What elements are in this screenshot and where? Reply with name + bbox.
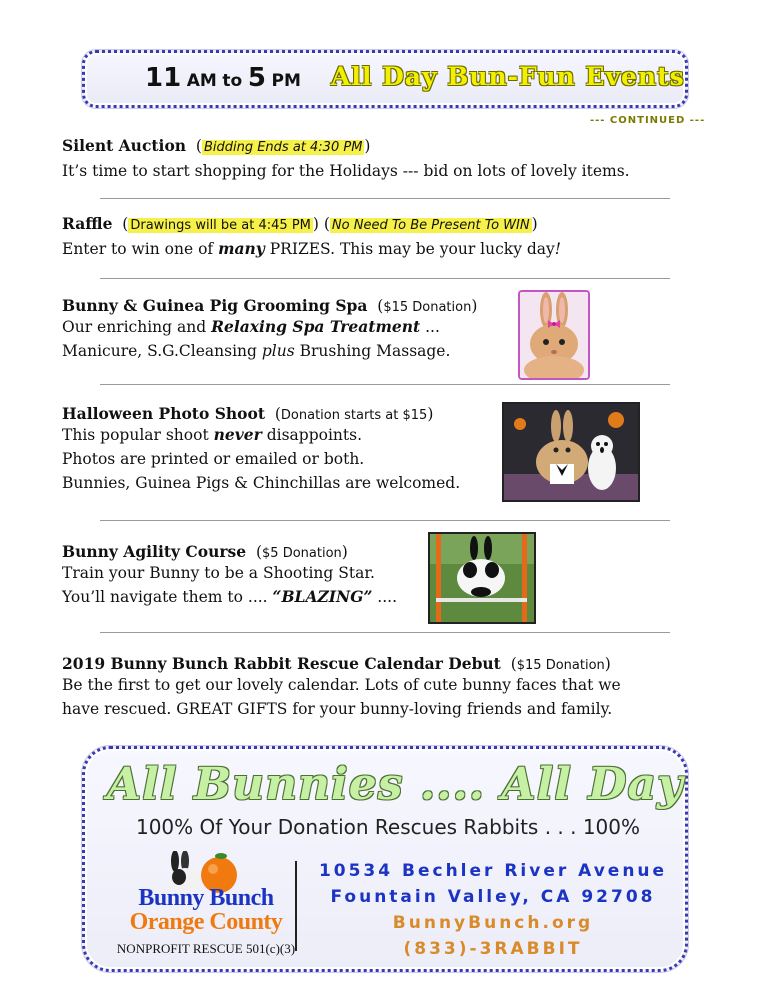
event-note: $15 Donation bbox=[516, 658, 605, 673]
event-description: Train your Bunny to be a Shooting Star. bbox=[62, 564, 375, 582]
logo-name: Bunny Bunch bbox=[138, 885, 274, 911]
footer-tagline: 100% Of Your Donation Rescues Rabbits . . . 100% bbox=[135, 815, 641, 839]
start-unit: AM bbox=[186, 71, 217, 91]
footer-banner bbox=[82, 746, 688, 972]
event-description: have rescued. GREAT GIFTS for your bunny-loving friends and family. bbox=[62, 700, 613, 718]
event-description: This popular shoot never disappoints. bbox=[62, 425, 363, 444]
divider bbox=[100, 520, 670, 521]
event-halloween-photo: Halloween Photo Shoot (Donation starts at $15) This popular shoot never disappoints. Photos are printed or emailed or both. Bunnies, Guinea Pigs & Chinchillas are welcomed. bbox=[62, 404, 682, 495]
event-silent-auction: Silent Auction ( Bidding Ends at 4:30 PM ) It’s time to start shopping for the Holidays --- bid on lots of lovely items. bbox=[62, 136, 682, 183]
end-hour: 5 bbox=[247, 63, 266, 93]
header-banner bbox=[82, 50, 688, 108]
event-title: Halloween Photo Shoot bbox=[62, 404, 265, 423]
continued-label: --- CONTINUED --- bbox=[590, 115, 706, 126]
event-note: Bidding Ends at 4:30 PM bbox=[203, 140, 363, 155]
event-title: Silent Auction bbox=[62, 136, 187, 155]
divider bbox=[100, 278, 670, 279]
footer-slogan: All Bunnies .... All Day bbox=[107, 759, 684, 810]
phone-number[interactable]: (833)-3RABBIT bbox=[403, 939, 583, 959]
event-grooming-spa: Bunny & Guinea Pig Grooming Spa ($15 Donation) Our enriching and Relaxing Spa Treatment ... Manicure, S.G.Cleansing plus Brushing Massage. bbox=[62, 296, 682, 363]
event-agility-course: Bunny Agility Course ($5 Donation) Train your Bunny to be a Shooting Star. You’ll navigate them to .... “BLAZING” .... bbox=[62, 542, 682, 609]
header-title: All Day Bun-Fun Events bbox=[331, 62, 685, 91]
event-description: It’s time to start shopping for the Holidays --- bid on lots of lovely items. bbox=[62, 162, 630, 180]
event-description: Enter to win one of many PRIZES. This may be your lucky day! bbox=[62, 239, 562, 258]
event-hours bbox=[145, 63, 301, 93]
nonprofit-tag: NONPROFIT RESCUE 501(c)(3) bbox=[116, 941, 296, 956]
event-title: Raffle bbox=[62, 214, 113, 233]
event-description: Manicure, S.G.Cleansing plus Brushing Massage. bbox=[62, 342, 451, 360]
event-note: Drawings will be at 4:45 PM bbox=[130, 218, 311, 233]
street-address: 10534 Bechler River Avenue bbox=[318, 861, 668, 881]
event-description: Bunnies, Guinea Pigs & Chinchillas are welcomed. bbox=[62, 474, 461, 492]
divider bbox=[100, 632, 670, 633]
event-calendar-debut: 2019 Bunny Bunch Rabbit Rescue Calendar Debut ($15 Donation) Be the first to get our lovely calendar. Lots of cute bunny faces that we have rescued. GREAT GIFTS for your bunny-loving friends and family. bbox=[62, 654, 682, 721]
event-raffle: Raffle ( Drawings will be at 4:45 PM ) ( No Need To Be Present To WIN ) Enter to win one of many PRIZES. This may be your lucky day! bbox=[62, 214, 682, 261]
bunny-bow-photo bbox=[518, 290, 590, 380]
event-note: $5 Donation bbox=[262, 546, 342, 561]
start-hour: 11 bbox=[145, 63, 182, 93]
event-title: Bunny & Guinea Pig Grooming Spa bbox=[62, 296, 368, 315]
halloween-bunny-photo bbox=[502, 402, 640, 502]
divider bbox=[100, 198, 670, 199]
logo-subtitle: Orange County bbox=[129, 909, 283, 935]
city-address: Fountain Valley, CA 92708 bbox=[330, 887, 656, 907]
footer-divider bbox=[295, 861, 297, 951]
event-description: Photos are printed or emailed or both. bbox=[62, 450, 365, 468]
event-note: Donation starts at $15 bbox=[280, 408, 428, 423]
agility-bunny-photo bbox=[428, 532, 536, 624]
event-title: Bunny Agility Course bbox=[62, 542, 247, 561]
end-unit: PM bbox=[271, 71, 301, 91]
website-link[interactable]: BunnyBunch.org bbox=[392, 913, 594, 933]
event-description: Our enriching and Relaxing Spa Treatment ... bbox=[62, 317, 440, 336]
event-description: You’ll navigate them to .... “BLAZING” .... bbox=[62, 587, 397, 606]
event-title: 2019 Bunny Bunch Rabbit Rescue Calendar Debut bbox=[62, 654, 501, 673]
event-note: $15 Donation bbox=[383, 300, 472, 315]
divider bbox=[100, 384, 670, 385]
event-description: Be the first to get our lovely calendar. Lots of cute bunny faces that we bbox=[62, 676, 621, 694]
event-note-secondary: No Need To Be Present To WIN bbox=[331, 218, 530, 233]
time-to: to bbox=[222, 71, 243, 91]
